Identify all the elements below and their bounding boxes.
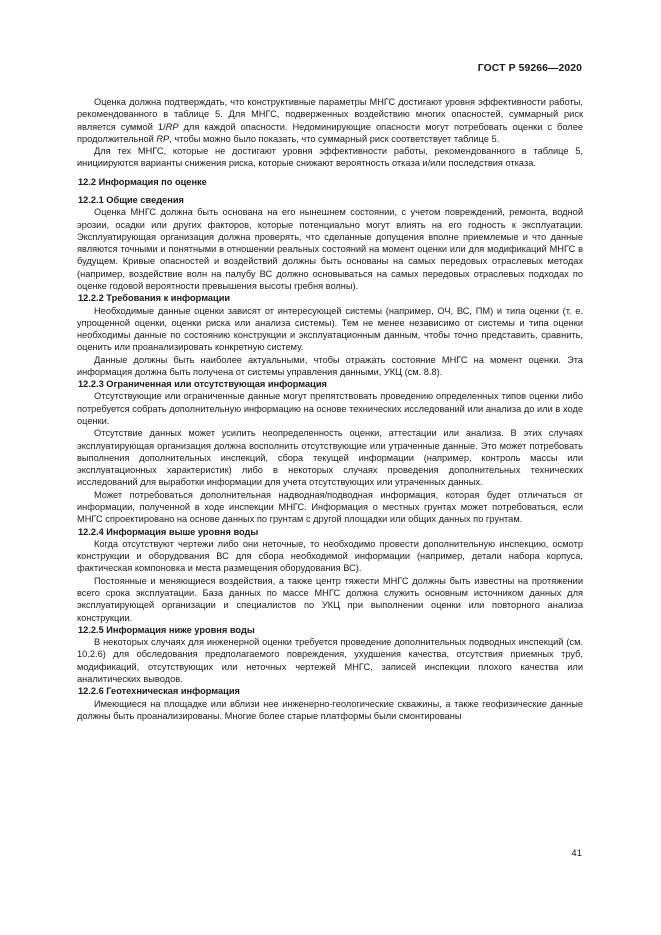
paragraph: Для тех МНГС, которые не достигают уровня эффективности работы, рекомендованного в таблице 5, инициируются варианты снижения риска, которые снижают вероятность отказа и/или последствия отказа. — [77, 146, 583, 169]
document-body — [77, 96, 583, 722]
paragraph: Постоянные и меняющиеся воздействия, а также центр тяжести МНГС должны быть известны на протяжении всего срока эксплуатации. База данных по массе МНГС должна служить основным источником данных для эксплуатирующей организации и специалистов по УКЦ при выполнении оценки или повторного анализа конструкции. — [77, 575, 583, 623]
section-heading-12-2: 12.2 Информация по оценке — [78, 176, 207, 187]
paragraph: Отсутствующие или ограниченные данные могут препятствовать проведению определенных типов оценки либо потребуется собрать дополнительную информацию на основе технических исследований или анализа до или в ходе оценки. — [77, 391, 583, 427]
paragraph: Может потребоваться дополнительная надводная/подводная информация, которая будет отличаться от информации, полученной в ходе инспекции МНГС. Информация о местных грунтах может потребоваться, если МНГС спроектировано на основе данных по грунтам с другой площадки или общих данных по грунтам. — [77, 489, 583, 525]
paragraph: В некоторых случаях для инженерной оценки требуется проведение дополнительных подводных инспекций (см. 10.2.6) для обследования предполагаемого повреждения, ухудшения качества, отсутствия приемных труб, модификаций, отсутствующих или неточных чертежей МНГС, записей инспекции плохого качества или аналитических выводов. — [77, 637, 583, 684]
section-heading-12-2-2: 12.2.2 Требования к информации — [78, 293, 231, 304]
section-heading-12-2-1: 12.2.1 Общие сведения — [78, 194, 184, 205]
paragraph: Необходимые данные оценки зависят от интересующей системы (например, ОЧ, ВС, ПМ) и типа оценки (т. е. упрощенной оценки, оценки риска или анализа системы). Тем не менее независимо от системы и типа оценки необходимы данные по состоянию конструкции и эксплуатационным данным, чтобы точно представить, сравнить, оценить или проанализировать конкретную систему. — [77, 305, 583, 353]
paragraph: Отсутствие данных может усилить неопределенность оценки, аттестации или анализа. В этих случаях эксплуатирующая организация должна восполнить отсутствующие или утраченные данные. Это может потребовать выполнения дополнительных инспекций, сбора текущей информации (например, контроль массы или эксплуатационных характеристик) либо в некоторых случаях проведения дополнительных технических исследований для выработки информации для учета отсутствующих или утраченных данных. — [77, 428, 583, 488]
paragraph: Имеющиеся на площадке или вблизи нее инженерно-геологические скважины, а также геофизические данные должны быть проанализированы. Многие более старые платформы были смонтированы — [77, 698, 583, 721]
paragraph: Когда отсутствуют чертежи либо они неточные, то необходимо провести дополнительную инспекцию, осмотр конструкции и оборудования ВС для сбора необходимой информации (например, детали набора корпуса, фактическая компоновка и места размещения оборудования ВС). — [77, 538, 583, 574]
paragraph: Оценка должна подтверждать, что конструктивные параметры МНГС достигают уровня эффективности работы, рекомендованного в таблице 5. Для МНГС, подверженных воздействию многих опасностей, суммарный риск является суммой 1/RP для каждой опасности. Недоминирующие опасности могут потребовать оценки с более продолжительной RP, чтобы можно было показать, что суммарный риск соответствует таблице 5. — [77, 97, 583, 144]
section-heading-12-2-3: 12.2.3 Ограниченная или отсутствующая информация — [78, 379, 327, 390]
standard-id-header: ГОСТ Р 59266—2020 — [477, 63, 582, 74]
page-number: 41 — [571, 848, 582, 859]
section-heading-12-2-4: 12.2.4 Информация выше уровня воды — [78, 526, 259, 537]
paragraph: Оценка МНГС должна быть основана на его нынешнем состоянии, с учетом повреждений, ремонта, водной эрозии, осадки или других факторов, которые потенциально могут влиять на его годность к эксплуатации. Эксплуатирующая организация должна проверять, что сделанные допущения вполне приемлемые и что данные являются точными и понятными в отношении реальных состояний на момент оценки или для модификаций МНГС в будущем. Кривые опасностей и воздействий должны быть основаны на самых передовых отраслевых методах (например, воздействие волн на палубу ВС должно основываться на самых передовых отраслевых подходах по оценке годовой вероятности превышения высоты гребня волны). — [77, 207, 583, 291]
section-heading-12-2-6: 12.2.6 Геотехническая информация — [78, 686, 240, 697]
paragraph: Данные должны быть наиболее актуальными, чтобы отражать состояние МНГС на момент оценки. Эта информация должна быть получена от системы управления данными, УКЦ (см. 8.8). — [77, 354, 583, 377]
section-heading-12-2-5: 12.2.5 Информация ниже уровня воды — [78, 624, 255, 635]
